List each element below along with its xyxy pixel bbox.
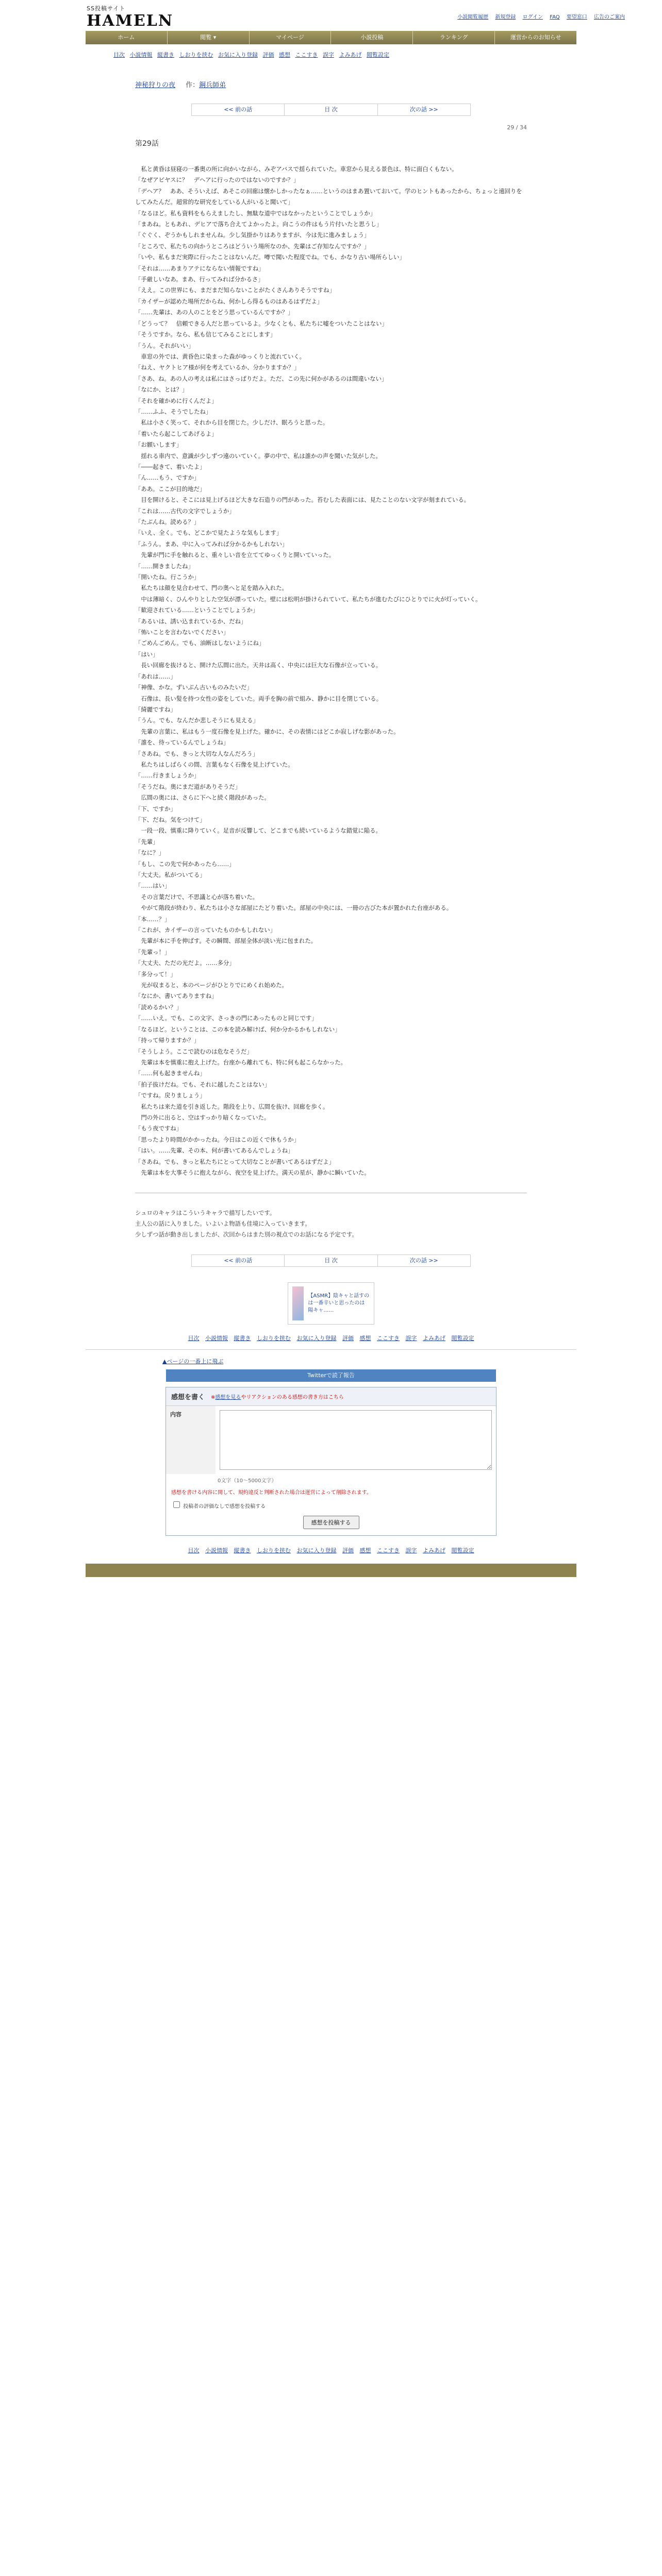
body-paragraph: 「怖いことを言わないでください」 (135, 629, 229, 636)
header-links (452, 12, 625, 20)
twitter-report-button[interactable]: Twitterで読了報告 (166, 1369, 496, 1382)
work-header (135, 79, 527, 89)
page-number: 29 / 34 (507, 124, 527, 131)
body-paragraph: 「開いたね。行こうか」 (135, 573, 200, 581)
body-paragraph: 「それを確かめに行くんだよ」 (135, 397, 218, 404)
body-paragraph: 「ごめんごめん。でも、油断はしないようにね」 (135, 639, 265, 647)
footer-link-like[interactable]: ここすき (377, 1547, 400, 1554)
body-paragraph: 「お願いします」 (135, 441, 183, 449)
subnav-like[interactable]: ここすき (295, 52, 318, 58)
afterword (135, 1208, 527, 1240)
bottom-links (0, 1334, 662, 1342)
afterword-paragraph: シュロのキャラはこういうキャラで描写したいです。 (135, 1209, 276, 1217)
body-paragraph: 先輩が本に手を伸ばす。その瞬間、部屋全体が淡い光に包まれた。 (135, 937, 317, 945)
main-nav (86, 31, 576, 44)
body-paragraph: 「……いえ。でも、この文字、さっきの門にあったものと同じです」 (135, 1014, 318, 1022)
subnav-typo[interactable]: 誤字 (323, 52, 334, 58)
submit-impression-button[interactable]: 感想を投稿する (303, 1516, 359, 1529)
footer-link-typo[interactable]: 誤字 (405, 1547, 417, 1554)
site-logo[interactable] (87, 4, 174, 30)
footer-link-vertical[interactable]: 縦書き (234, 1547, 251, 1554)
body-paragraph: 私は小さく笑って、それから目を閉じた。少しだけ、眠ろうと思った。 (135, 419, 329, 427)
body-paragraph: 「……先輩は、あの人のことをどう思っているんですか？」 (135, 309, 294, 316)
footer-bar (86, 1564, 576, 1577)
view-impressions-link[interactable]: 感想を見る (215, 1395, 241, 1401)
impression-label: 感想を書く (171, 1394, 205, 1402)
footer-link-favorite[interactable]: お気に入り登録 (296, 1547, 337, 1554)
body-paragraph: 「それは……あまりアテにならない情報ですね」 (135, 264, 264, 272)
bottom-link-info[interactable]: 小説情報 (205, 1335, 228, 1342)
body-paragraph: 車窓の外では、黄昏色に染まった森がゆっくりと流れていく。 (135, 352, 305, 360)
body-paragraph: 石像は、長い髪を持つ女性の姿をしていた。両手を胸の前で組み、静かに目を閉じている。 (135, 694, 383, 702)
impression-textarea[interactable] (220, 1410, 492, 1470)
subnav-bookmark[interactable]: しおりを挟む (179, 52, 213, 58)
impression-option (166, 1498, 496, 1512)
afterword-paragraph: 主人公の話に入りました。いよいよ物語も佳境に入っていきます。 (135, 1220, 311, 1228)
body-paragraph: 「……行きましょうか」 (135, 772, 200, 779)
body-paragraph: 「ねえ、ヤクトヒア様が何を考えているか、分かりますか？」 (135, 364, 300, 371)
body-paragraph: 「拍子抜けだね。でも、それに越したことはない」 (135, 1080, 270, 1088)
impression-warning: 感想を書ける内容に関して、規約違反と判断された場合は運営によって削除されます。 (171, 1490, 372, 1496)
body-paragraph: 「……開きましたね」 (135, 562, 194, 570)
body-paragraph: 「なるほど。ということは、この本を読み解けば、何か分かるかもしれない」 (135, 1025, 341, 1033)
toc-link[interactable]: 目 次 (285, 104, 377, 115)
logo-text: HAMELN (87, 12, 174, 30)
body-paragraph: 私と黄昏は昼寝の一番奥の所に向かいながら、みぞアバスで揺られていた。車窓から見える景色は、特に面白くもない。 (135, 165, 458, 173)
footer-links (0, 1546, 662, 1554)
body-paragraph: 「いえ、全く。でも、どこかで見たような気もします」 (135, 529, 283, 537)
banner-thumbnail (292, 1286, 304, 1320)
bottom-link-favorite[interactable]: お気に入り登録 (296, 1335, 337, 1342)
body-paragraph: 広間の奥には、さらに下へと続く階段があった。 (135, 794, 270, 802)
nav-mypage[interactable]: マイページ (250, 31, 332, 44)
content-label: 内容 (166, 1406, 216, 1474)
prev-chapter-link-bottom[interactable]: << 前の話 (192, 1255, 285, 1266)
body-paragraph: 「持って帰りますか？」 (135, 1037, 200, 1044)
submit-row (166, 1512, 496, 1535)
body-paragraph: 「ぐぐく、ぞうかもしれませんね。少し気掛かりはありますが、今は先に進みましょう」 (135, 231, 370, 239)
body-paragraph: 「ああ。ここが目的地だ」 (135, 485, 206, 493)
header-link-register[interactable]: 新規登録 (495, 14, 516, 20)
divider (86, 1349, 576, 1350)
body-paragraph: 「はい」 (135, 650, 159, 658)
subnav-review[interactable]: 感想 (279, 52, 290, 58)
work-title[interactable]: 神秘狩りの夜 (135, 81, 176, 89)
body-paragraph: 「ふうん。まあ、中に入ってみれば分かるかもしれない」 (135, 540, 288, 548)
body-paragraph: 「あれは……」 (135, 672, 176, 680)
body-paragraph: 「ですね。戻りましょう」 (135, 1092, 206, 1099)
header-link-faq[interactable]: FAQ (550, 14, 560, 20)
body-paragraph: 「読めるかい？」 (135, 1003, 183, 1011)
main-content (126, 79, 536, 1325)
body-paragraph: 「うん。それがいい」 (135, 342, 194, 349)
body-paragraph: 「さあ、ね。あの人の考えは私にはさっぱりだよ。ただ、この先に何かがあるのは間違いない」 (135, 375, 388, 382)
body-paragraph: 「これは……古代の文字でしょうか」 (135, 507, 235, 515)
logo-tagline: SS投稿サイト (87, 5, 126, 12)
to-top-link[interactable]: ▲ページの一番上に飛ぶ (162, 1358, 224, 1365)
body-paragraph: 「……はい」 (135, 882, 171, 890)
body-paragraph: 光が収まると、本のページがひとりでにめくれ始めた。 (135, 981, 288, 989)
body-paragraph: 「先輩っ！」 (135, 948, 171, 956)
bottom-link-settings[interactable]: 閲覧設定 (451, 1335, 474, 1342)
subnav-rate[interactable]: 評価 (262, 52, 274, 58)
impression-note-text: やリアクションのある感想の書き方はこちら (241, 1395, 344, 1401)
body-paragraph: 「さあね。でも、きっと大切な人なんだろう」 (135, 750, 259, 757)
body-paragraph: 「あるいは、誘い込まれているか、だね」 (135, 617, 247, 625)
no-rating-label: 投稿者の評価なしで感想を投稿する (183, 1504, 266, 1510)
body-paragraph: 私たちは顔を見合わせて、門の奥へと足を踏み入れた。 (135, 584, 288, 592)
impression-content-row (166, 1405, 496, 1474)
body-paragraph: 「なるほど。私も資料をもらえましたし、無駄な道中ではなかったということでしょうか」 (135, 209, 376, 217)
body-paragraph: 「なに？」 (135, 849, 164, 857)
bottom-link-like[interactable]: ここすき (377, 1335, 400, 1342)
header-link-ads[interactable]: 広告のご案内 (594, 14, 625, 20)
next-chapter-link[interactable]: 次の話 >> (409, 106, 438, 113)
body-paragraph: 先輩は本を慎重に抱え上げた。台座から離れても、特に何も起こらなかった。 (135, 1058, 347, 1066)
body-paragraph: 「大丈夫、ただの光だよ。……多分」 (135, 959, 235, 967)
body-paragraph: 「思ったより時間がかかったね。今日はこの近くで休もうか」 (135, 1136, 300, 1143)
footer-link-review[interactable]: 感想 (359, 1547, 371, 1554)
subnav-readaloud[interactable]: よみあげ (339, 52, 362, 58)
body-paragraph: 先輩は本を大事そうに抱えながら、夜空を見上げた。満天の星が、静かに瞬いていた。 (135, 1168, 370, 1176)
body-paragraph: 「もし、この先で何かあったら……」 (135, 860, 235, 868)
banner-text: 【ASMR】陰キャと話すのは一番辛いと思ったのは陽キャ…… (308, 1293, 370, 1314)
body-paragraph: 「ええ。この世界にも、まだまだ知らないことがたくさんありそうですね」 (135, 286, 335, 294)
body-paragraph: その言葉だけで、不思議と心が落ち着いた。 (135, 893, 258, 901)
body-paragraph: 「そうしよう。ここで読むのは危なそうだ」 (135, 1047, 253, 1055)
body-paragraph: 「なにか、書いてありますね」 (135, 992, 218, 1000)
body-paragraph: 「……何も起きませんね」 (135, 1070, 206, 1077)
bottom-link-review[interactable]: 感想 (359, 1335, 371, 1342)
body-paragraph: 長い回廊を抜けると、開けた広間に出た。天井は高く、中央には巨大な石像が立っている。 (135, 662, 382, 669)
body-paragraph: 「下、だね。気をつけて」 (135, 816, 206, 823)
footer-link-bookmark[interactable]: しおりを挟む (257, 1547, 291, 1554)
site-header (0, 0, 662, 31)
chapter-body (135, 164, 527, 1178)
bottom-link-bookmark[interactable]: しおりを挟む (257, 1335, 291, 1342)
body-paragraph: 「多分って！」 (135, 970, 176, 978)
impression-form (166, 1387, 496, 1536)
pager-top (191, 104, 471, 116)
toc-link-bottom[interactable]: 目 次 (285, 1255, 377, 1266)
nav-home[interactable]: ホーム (86, 31, 168, 44)
nav-post[interactable]: 小説投稿 (331, 31, 413, 44)
body-paragraph: やがて階段が終わり、私たちは小さな部屋にたどり着いた。部屋の中央には、一冊の古びた本が置かれた台座がある。 (135, 904, 453, 912)
footer-link-readaloud[interactable]: よみあげ (423, 1547, 445, 1554)
nav-browse[interactable]: 閲覧 ▾ (168, 31, 250, 44)
footer-link-rate[interactable]: 評価 (342, 1547, 354, 1554)
footer-link-info[interactable]: 小説情報 (205, 1547, 228, 1554)
impression-note (211, 1393, 344, 1400)
body-paragraph: 「まあね。ともあれ、デヒアで落ち合えてよかったよ。向こうの件はもう片付いたと思うし」 (135, 221, 383, 228)
body-paragraph: 「綺麗ですね」 (135, 705, 176, 713)
body-paragraph: 「――起きて、着いたよ」 (135, 463, 206, 470)
body-paragraph: 揺れる車内で、意識が少しずつ遠のいていく。夢の中で、私は誰かの声を聞いた気がした。 (135, 452, 382, 460)
body-paragraph: 「手厳しいなあ。まあ、行ってみれば分かるさ」 (135, 276, 264, 283)
ad-banner[interactable] (288, 1282, 374, 1325)
author-line (186, 81, 226, 89)
body-paragraph: 「さあね。でも、きっと私たちにとって大切なことが書いてあるはずだよ」 (135, 1158, 335, 1165)
nav-ranking[interactable]: ランキング (413, 31, 495, 44)
impression-header (166, 1387, 496, 1405)
body-paragraph: 「そうだね。奥にまだ道がありそうだ」 (135, 783, 241, 790)
header-link-request[interactable]: 要望窓口 (566, 14, 587, 20)
body-paragraph: 「ん……もう、ですか」 (135, 474, 200, 482)
body-paragraph: 「着いたら起こしてあげるよ」 (135, 430, 218, 437)
body-paragraph: 「デヘア？ ああ、そういえば、あそこの回廊は懐かしかったなぁ……というのはまあ置いておいて。学のヒントもあったから、ちょっと遠回りをしてみたんだ。超常的な研究をしている人がいると聞いて」 (135, 187, 522, 206)
header-link-login[interactable]: ログイン (522, 14, 543, 20)
subnav-toc[interactable]: 目次 (113, 52, 125, 58)
bottom-link-rate[interactable]: 評価 (342, 1335, 354, 1342)
subnav-favorite[interactable]: お気に入り登録 (218, 52, 258, 58)
afterword-paragraph: 少しずつ話が動き出しましたが、次回からはまた別の視点でのお話になる予定です。 (135, 1231, 358, 1239)
author-prefix: 作： (186, 81, 200, 89)
body-paragraph: 「先輩」 (135, 838, 159, 845)
author-link[interactable]: 鋼兵師弟 (199, 81, 226, 89)
next-chapter-link-bottom[interactable]: 次の話 >> (409, 1257, 438, 1264)
body-paragraph: 「カイザーが認めた場所だからね、何かしら得るものはあるはずだよ」 (135, 297, 323, 305)
body-paragraph: 「誰を、待っているんでしょうね」 (135, 739, 229, 747)
body-paragraph: 中は薄暗く、ひんやりとした空気が漂っていた。壁には松明が掛けられていて、私たちが進むたびにひとりでに火が灯っていく。 (135, 595, 482, 603)
subnav-settings[interactable]: 閲覧設定 (367, 52, 389, 58)
bottom-link-vertical[interactable]: 縦書き (234, 1335, 251, 1342)
body-paragraph: 私たちはしばらくの間、言葉もなく石像を見上げていた。 (135, 760, 294, 768)
body-paragraph: 「……ふふ、そうでしたね」 (135, 408, 212, 415)
body-paragraph: 「これが、カイザーの言っていたものかもしれない」 (135, 926, 276, 934)
body-paragraph: 「大丈夫。私がついてる」 (135, 871, 206, 878)
bottom-link-readaloud[interactable]: よみあげ (423, 1335, 445, 1342)
body-paragraph: 「なにか、とは？」 (135, 386, 188, 394)
body-paragraph: 門の外に出ると、空はすっかり暗くなっていた。 (135, 1113, 270, 1121)
body-paragraph: 「そうですか。なら、私も信じてみることにします」 (135, 331, 276, 338)
body-paragraph: 一段一段、慎重に降りていく。足音が反響して、どこまでも続いているような錯覚に陥る。 (135, 827, 382, 835)
pager-bottom (191, 1255, 471, 1267)
body-paragraph: 「いや、私もまだ実際に行ったことはないんだ。噂で聞いた程度でね。でも、かなり古い場所らしい」 (135, 253, 405, 261)
chapter-title: 第29話 (135, 140, 159, 148)
body-paragraph: 先輩が門に手を触れると、重々しい音を立ててゆっくりと開いていった。 (135, 551, 335, 559)
prev-chapter-link[interactable]: << 前の話 (192, 104, 285, 115)
body-paragraph: 「ところで、私たちの向かうところはどういう場所なのか、先輩はご存知なんですか？」 (135, 242, 370, 250)
footer-link-settings[interactable]: 閲覧設定 (451, 1547, 474, 1554)
nav-news[interactable]: 運営からのお知らせ (510, 34, 561, 41)
no-rating-checkbox[interactable] (173, 1501, 180, 1508)
body-paragraph: 「どうって？ 信頼できる人だと思っているよ。少なくとも、私たちに嘘をついたことはない」 (135, 319, 388, 327)
bottom-link-typo[interactable]: 誤字 (405, 1335, 417, 1342)
body-paragraph: 「うん。でも、なんだか悲しそうにも見える」 (135, 717, 259, 724)
body-paragraph: 「はい。……先輩、その本、何が書いてあるんでしょうね」 (135, 1147, 294, 1155)
subnav-vertical[interactable]: 縦書き (157, 52, 174, 58)
work-subnav (113, 50, 662, 59)
body-paragraph: 目を開けると、そこには見上げるほど大きな石造りの門があった。苔むした表面には、見たことのない文字が刻まれている。 (135, 496, 470, 504)
body-paragraph: 先輩の言葉に、私はもう一度石像を見上げた。確かに、その表情にはどこか寂しげな影があった。 (135, 727, 400, 735)
body-paragraph: 「歓迎されている……ということでしょうか」 (135, 606, 259, 614)
body-paragraph: 「なぜアビヤスに？ デヘアに行ったのではないのですか？」 (135, 176, 300, 184)
to-top-link-wrap (162, 1357, 662, 1365)
bottom-link-toc[interactable]: 目次 (188, 1335, 200, 1342)
impression-note-prefix: ※ (211, 1395, 216, 1401)
body-paragraph: 「本……？」 (135, 915, 171, 923)
char-counter: 0文字（10〜5000文字） (218, 1478, 277, 1484)
subnav-info[interactable]: 小説情報 (129, 52, 153, 58)
body-paragraph: 私たちは来た道を引き返した。階段を上り、広間を抜け、回廊を歩く。 (135, 1103, 329, 1110)
body-paragraph: 「下、ですか」 (135, 805, 176, 812)
body-paragraph: 「もう夜ですね」 (135, 1125, 183, 1132)
body-paragraph: 「神像、かな。ずいぶん古いものみたいだ」 (135, 684, 253, 691)
body-paragraph: 「たぶんね。読める？」 (135, 518, 200, 526)
footer-link-toc[interactable]: 目次 (188, 1547, 200, 1554)
header-link-history[interactable]: 小説閲覧履歴 (457, 14, 489, 20)
